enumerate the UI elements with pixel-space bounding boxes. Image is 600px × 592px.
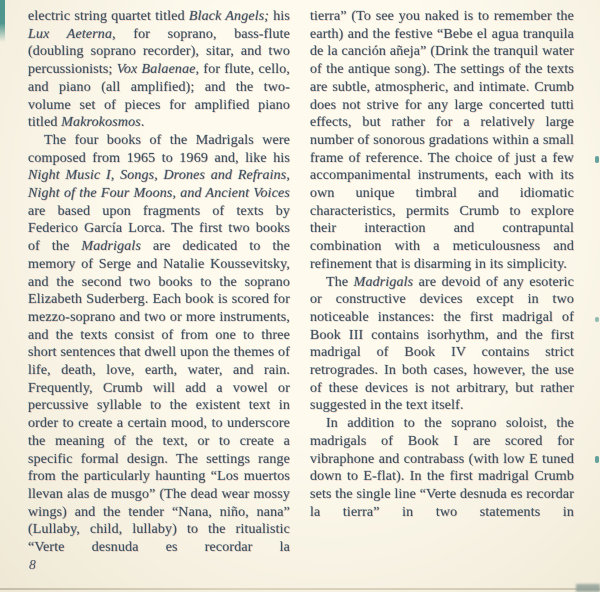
scan-edge-strip-icon	[0, 0, 5, 42]
scan-edge-tick-icon	[595, 317, 599, 322]
text-column-right	[310, 8, 574, 521]
paragraph-continuation: tierra” (To see you naked is to remember the earth) and the festive “Bebe el agua tranquila de la canción añeja” (Drink the tranquil water of the antique song). The settings of the texts are subtle, atmospheric, and intimate. Crumb does not strive for any large concerted tutti effects, but rather for a relatively large number of sonorous gradations within a small frame of reference. The choice of just a few accompanimental instruments, each with its own unique timbral and idiomatic characteristics, permits Crumb to explore their interaction and contrapuntal combination with a meticulousness and refinement that is disarming in its simplicity.	[310, 8, 574, 272]
scan-edge-tick-icon	[595, 456, 599, 463]
scan-corner-smudge	[576, 584, 600, 592]
text-column-left	[28, 8, 290, 557]
paragraph-continuation: electric string quartet titled Black Angels; his Lux Aeterna, for soprano, bass-flute (doubling soprano recorder), sitar, and two percussionists; Vox Balaenae, for flute, cello, and piano (all amplified); and the two-volume set of pieces for amplified piano titled Makrokosmos.	[28, 8, 291, 131]
paragraph: The four books of the Madrigals were composed from 1965 to 1969 and, like his Night Music I, Songs, Drones and Refrains, Night of the Four Moons, and Ancient Voices are based upon fragments of texts by Federico García Lorca. The first two books of the Madrigals are dedicated to the memory of Serge and Natalie Koussevitsky, and the second two books to the soprano Elizabeth Suderberg. Each book is scored for mezzo-soprano and two or more instruments, and the texts consist of from one to three short sentences that dwell upon the themes of life, death, love, earth, water, and rain. Frequently, Crumb will add a vowel or percussive syllable to the existent text in order to create a certain mood, to underscore the meaning of the text, or to create a specific formal design. The settings range from the particularly haunting “Los muertos llevan alas de musgo” (The dead wear mossy wings) and the tender “Nana, niño, nana” (Lullaby, child, lullaby) to the ritualistic “Verte desnuda es recordar la	[28, 131, 290, 556]
scan-edge-tick-icon	[595, 156, 599, 163]
paragraph: The Madrigals are devoid of any esoteric or constructive devices except in two noticeable instances: the first madrigal of Book III contains isorhythm, and the first madrigal of Book IV contains strict retrogrades. In both cases, however, the use of these devices is not arbitrary, but rather suggested in the text itself.	[310, 273, 574, 414]
page-number: 8	[29, 557, 36, 572]
paragraph: In addition to the soprano soloist, the madrigals of Book I are scored for vibraphone and contrabass (with low E tuned down to E-flat). In the first madrigal Crumb sets the single line “Verte desnuda es recordar la tierra” in two statements in	[310, 415, 574, 520]
scan-bottom-rule	[0, 588, 600, 590]
